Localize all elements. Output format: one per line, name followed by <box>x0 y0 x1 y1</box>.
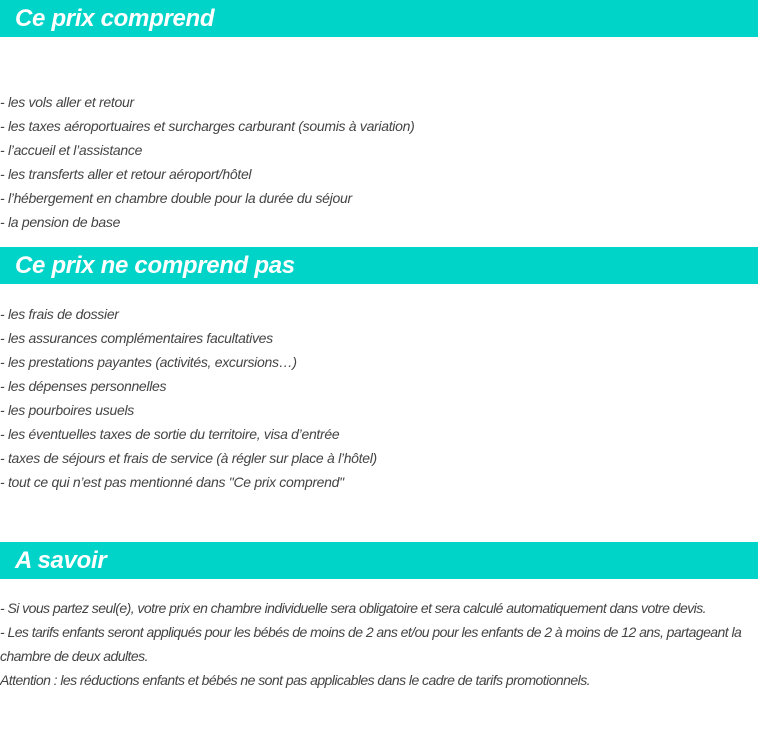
section-title: Ce prix comprend <box>0 0 758 37</box>
info-paragraph: - Les tarifs enfants seront appliqués pour les bébés de moins de 2 ans et/ou pour les enfants de 2 à moins de 12 ans, partageant la chambre de deux adultes. <box>0 624 742 664</box>
list-item: - les transferts aller et retour aéroport/hôtel <box>0 166 252 182</box>
list-item: - les prestations payantes (activités, excursions…) <box>0 354 297 370</box>
section-good-to-know <box>0 542 758 692</box>
list-item: - les vols aller et retour <box>0 94 134 110</box>
not-included-list <box>0 284 758 542</box>
list-item: - taxes de séjours et frais de service (à régler sur place à l’hôtel) <box>0 450 377 466</box>
list-item: - les dépenses personnelles <box>0 378 167 394</box>
section-included <box>0 0 758 247</box>
list-item: - l’hébergement en chambre double pour la durée du séjour <box>0 190 352 206</box>
section-not-included <box>0 247 758 542</box>
list-item: - les éventuelles taxes de sortie du territoire, visa d’entrée <box>0 426 340 442</box>
info-paragraph: - Si vous partez seul(e), votre prix en chambre individuelle sera obligatoire et sera calculé automatiquement dans votre devis. <box>0 600 706 616</box>
included-list <box>0 37 758 247</box>
info-paragraph: Attention : les réductions enfants et bébés ne sont pas applicables dans le cadre de tarifs promotionnels. <box>0 672 590 688</box>
list-item: - les assurances complémentaires facultatives <box>0 330 273 346</box>
list-item: - la pension de base <box>0 214 121 230</box>
section-title: A savoir <box>0 542 758 579</box>
list-item: - tout ce qui n’est pas mentionné dans "Ce prix comprend" <box>0 474 344 490</box>
section-title: Ce prix ne comprend pas <box>0 247 758 284</box>
list-item: - les frais de dossier <box>0 306 119 322</box>
list-item: - les pourboires usuels <box>0 402 134 418</box>
list-item: - l’accueil et l’assistance <box>0 142 143 158</box>
list-item: - les taxes aéroportuaires et surcharges carburant (soumis à variation) <box>0 118 415 134</box>
info-text <box>0 579 758 692</box>
